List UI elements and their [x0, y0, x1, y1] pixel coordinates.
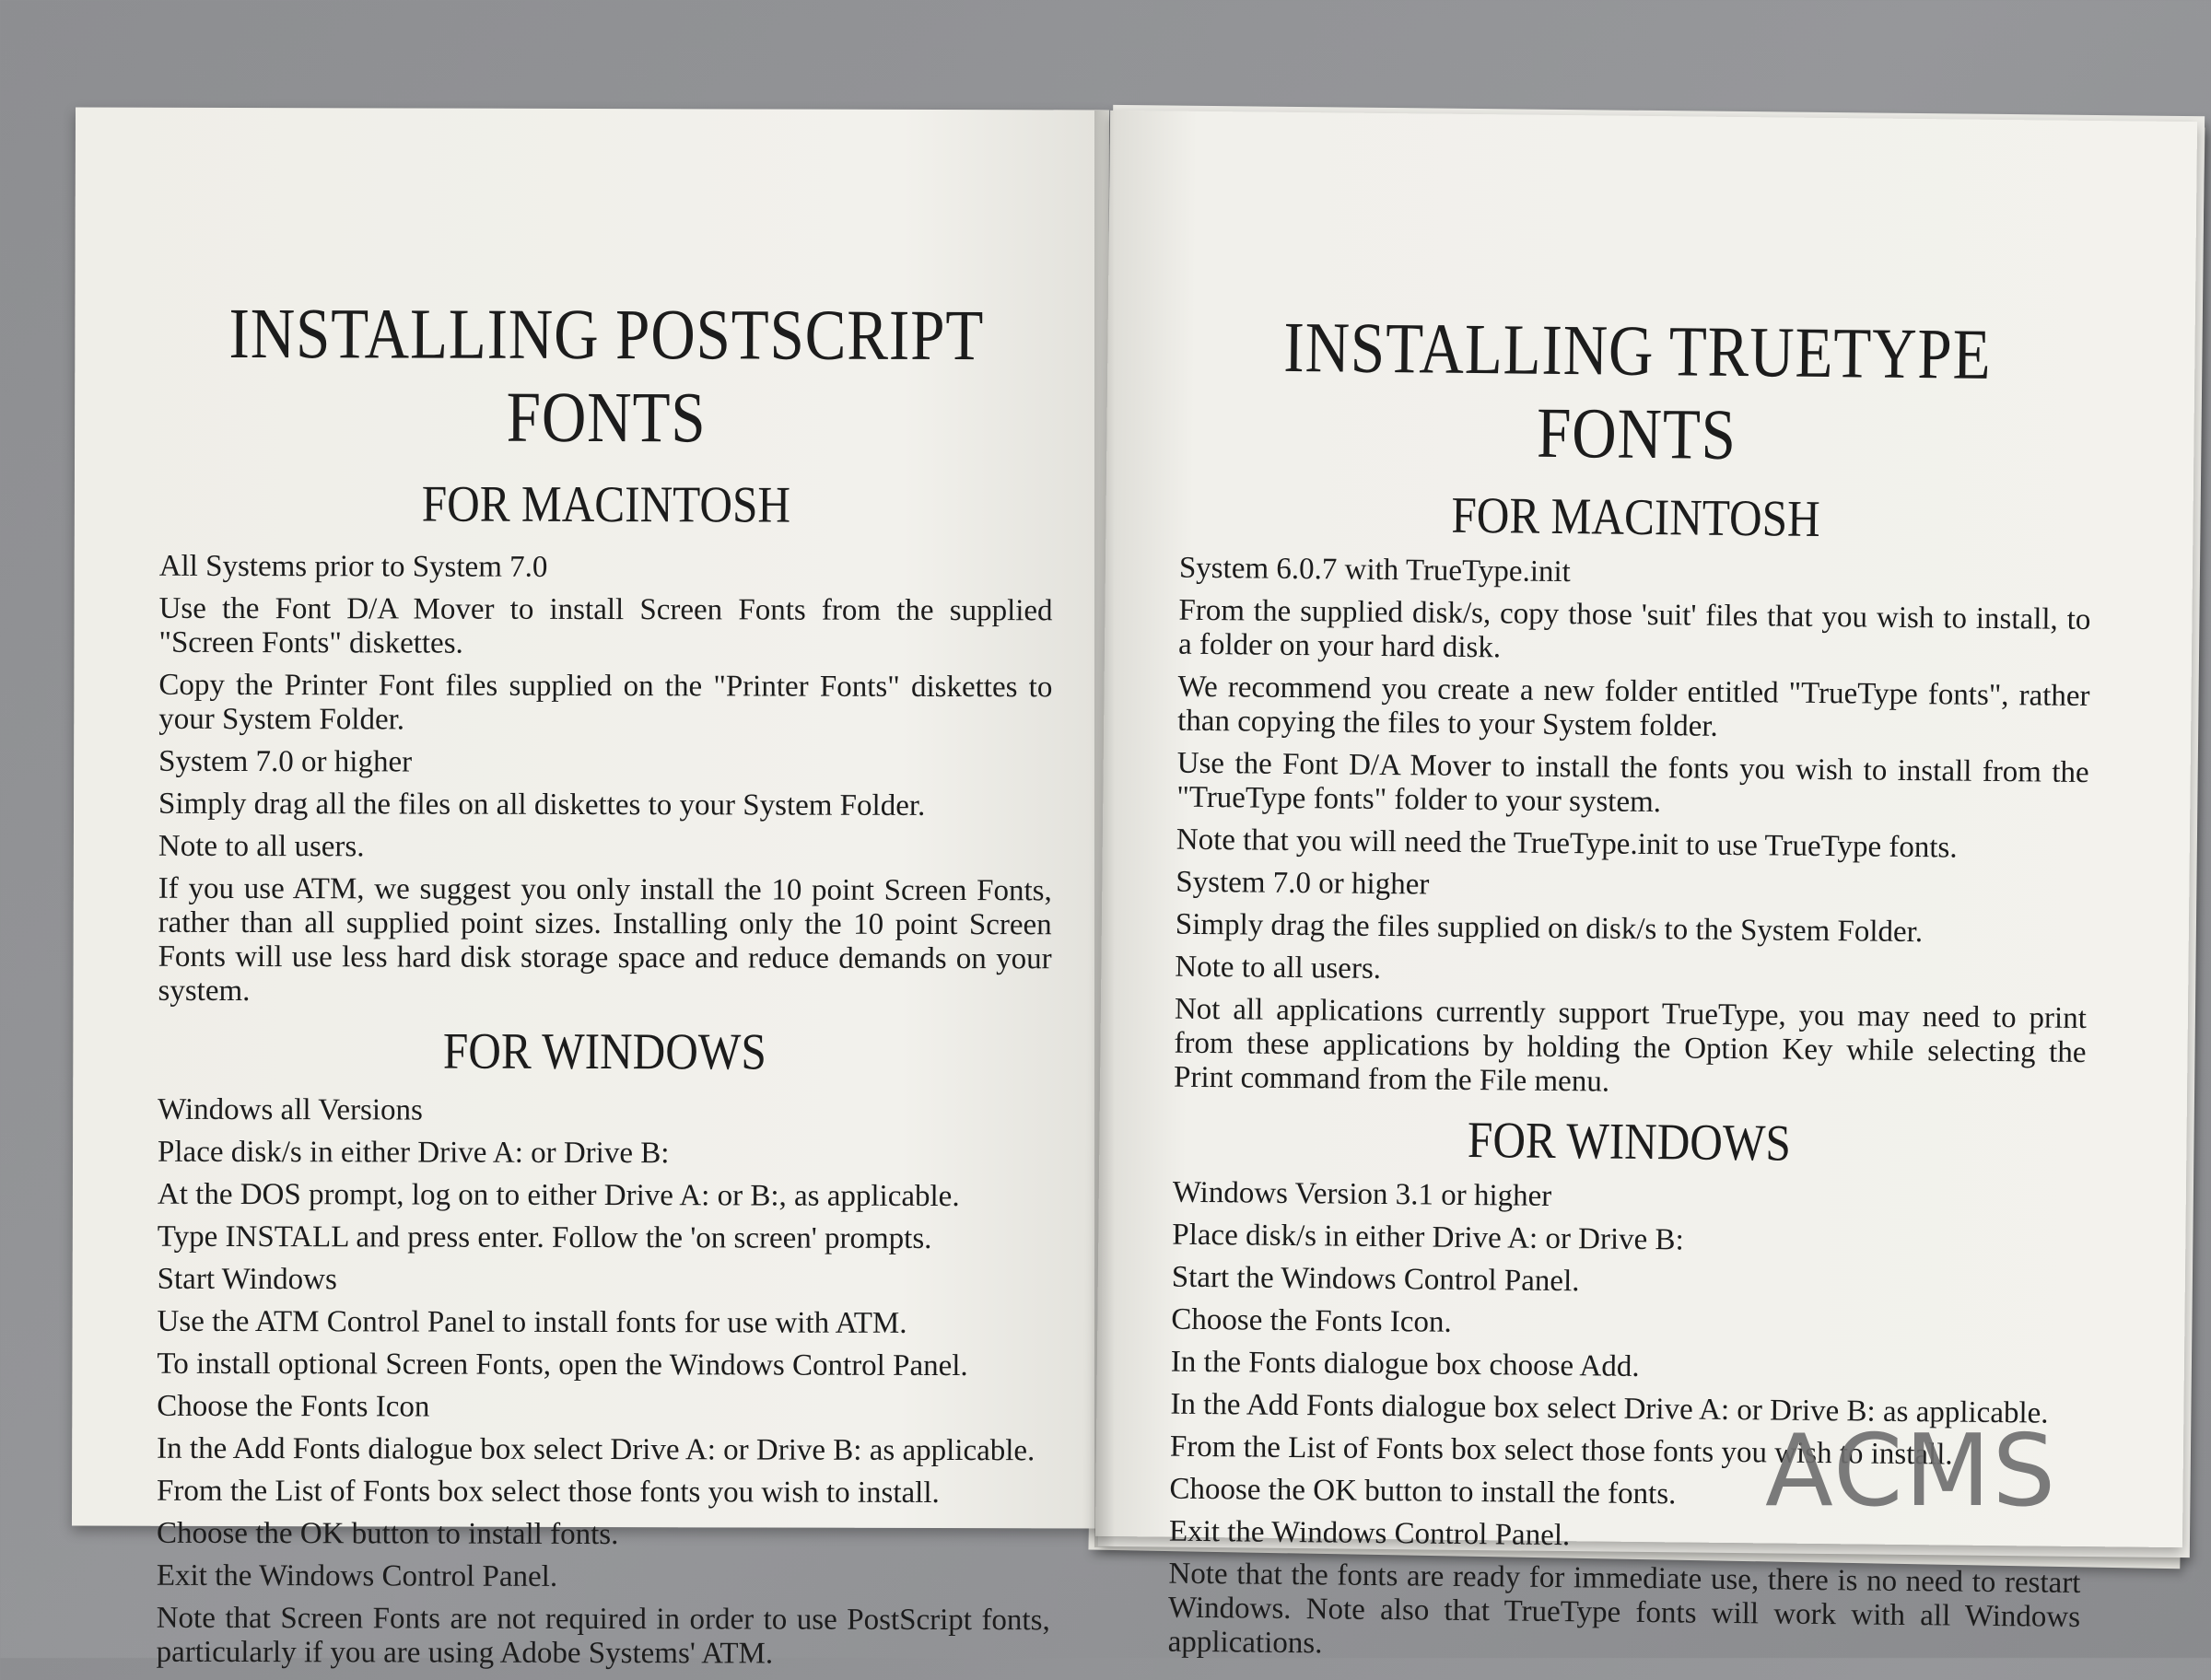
left-mac-line: All Systems prior to System 7.0: [158, 549, 548, 584]
right-win-line: In the Fonts dialogue box choose Add.: [1170, 1345, 1640, 1383]
right-mac-line: System 6.0.7 with TrueType.init: [1178, 551, 1572, 589]
left-mac-heading: FOR MACINTOSH: [421, 475, 791, 534]
left-win-line: At the DOS prompt, log on to either Drive A: or B:, as applicable.: [157, 1177, 960, 1214]
right-win-line: In the Add Fonts dialogue box select Drive A: or Drive B: as applicable.: [1170, 1387, 2049, 1430]
left-page-title: INSTALLING POSTSCRIPT FONTS: [228, 292, 985, 458]
book-gutter: [1094, 111, 1115, 1547]
right-win-line: Place disk/s in either Drive A: or Drive B:: [1172, 1218, 1684, 1257]
left-win-line: Type INSTALL and press enter. Follow the 'on screen' prompts.: [157, 1219, 932, 1255]
left-win-line: Note that Screen Fonts are not required in order to use PostScript fonts, particularly if you are using Adobe Systems' ATM.: [156, 1601, 1050, 1671]
right-win-line: Windows Version 3.1 or higher: [1172, 1175, 1552, 1213]
left-win-line: Start Windows: [157, 1262, 337, 1297]
left-mac-line: System 7.0 or higher: [158, 744, 413, 779]
left-win-heading: FOR WINDOWS: [442, 1022, 766, 1081]
right-mac-line: Note that you will need the TrueType.init to use TrueType fonts.: [1176, 822, 1958, 865]
right-win-line: Choose the OK button to install the fonts.: [1169, 1472, 1677, 1511]
left-mac-line: If you use ATM, we suggest you only install the 10 point Screen Fonts, rather than all supplied point sizes. Installing only the 10 point Screen Fonts will use less hard disk storage space and reduce demands on your system.: [158, 871, 1052, 1009]
left-win-line: Choose the Fonts Icon: [157, 1389, 430, 1424]
right-mac-line: System 7.0 or higher: [1176, 865, 1430, 902]
right-mac-line: From the supplied disk/s, copy those 'suit' files that you wish to install, to a folder on your hard disk.: [1177, 593, 2091, 665]
right-mac-line: Use the Font D/A Mover to install the fonts you wish to install from the "TrueType fonts" folder to your system.: [1176, 746, 2089, 820]
right-mac-line: Simply drag the files supplied on disk/s to the System Folder.: [1175, 907, 1924, 950]
left-mac-line: Copy the Printer Font files supplied on the "Printer Fonts" diskettes to your System Folder.: [158, 668, 1053, 737]
left-page-content: [157, 191, 1054, 1680]
left-page: [72, 108, 1109, 1671]
right-win-line: Exit the Windows Control Panel.: [1168, 1514, 1571, 1553]
right-mac-line: Note to all users.: [1175, 950, 1382, 986]
right-win-line: From the List of Fonts box select those fonts you wish to install.: [1169, 1429, 1953, 1472]
left-win-line: Exit the Windows Control Panel.: [156, 1558, 558, 1593]
left-win-line: Use the ATM Control Panel to install fonts for use with ATM.: [157, 1304, 907, 1340]
acms-watermark: ACMS: [1765, 1414, 2058, 1529]
right-mac-line: Not all applications currently support TrueType, you may need to print from these applications by holding the Option Key while selecting the Print command from the File menu.: [1173, 992, 2088, 1099]
right-win-heading: FOR WINDOWS: [1467, 1111, 1792, 1172]
left-win-line: From the List of Fonts box select those fonts you wish to install.: [157, 1474, 940, 1510]
left-mac-line: Use the Font D/A Mover to install Screen Fonts from the supplied "Screen Fonts" diskettes.: [158, 591, 1053, 660]
right-page-title: INSTALLING TRUETYPE FONTS: [1282, 306, 1992, 474]
right-win-line: Start the Windows Control Panel.: [1171, 1260, 1580, 1299]
right-mac-heading: FOR MACINTOSH: [1451, 486, 1820, 548]
right-win-line: Choose the Fonts Icon.: [1171, 1302, 1452, 1339]
left-win-line: Place disk/s in either Drive A: or Drive B:: [158, 1135, 670, 1171]
right-page: [1095, 111, 2197, 1661]
left-win-line: Windows all Versions: [158, 1092, 423, 1127]
left-win-line: In the Add Fonts dialogue box select Drive A: or Drive B: as applicable.: [157, 1431, 1035, 1468]
right-mac-line: We recommend you create a new folder entitled "TrueType fonts", rather than copying the files to your System folder.: [1177, 670, 2090, 743]
left-mac-line: Note to all users.: [158, 829, 365, 864]
left-win-line: To install optional Screen Fonts, open the Windows Control Panel.: [157, 1347, 968, 1383]
left-win-line: Choose the OK button to install fonts.: [156, 1516, 619, 1552]
right-win-line: Note that the fonts are ready for immediate use, there is no need to restart Windows. Note also that TrueType fonts will work with all Windows applications.: [1167, 1557, 2081, 1661]
left-mac-line: Simply drag all the files on all diskettes to your System Folder.: [158, 787, 926, 822]
